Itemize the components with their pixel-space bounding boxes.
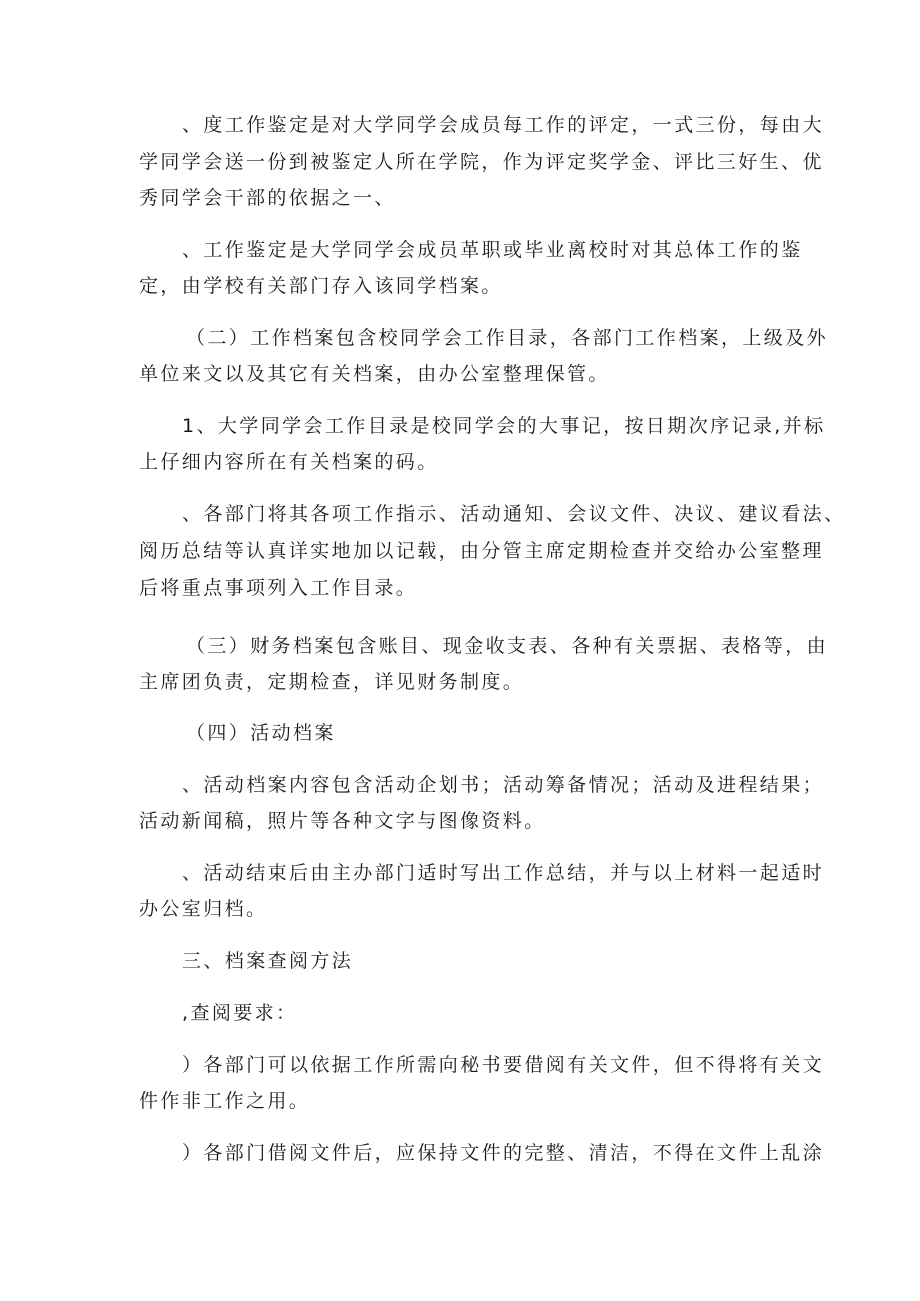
paragraph-line: 后将重点事项列入工作目录。 — [139, 577, 418, 599]
paragraph-line: ）各部门可以依据工作所需向秘书要借阅有关文件，但不得将有关文 — [182, 1054, 825, 1076]
paragraph-line: 、工作鉴定是大学同学会成员革职或毕业离校时对其总体工作的鉴 — [182, 239, 803, 261]
paragraph-line: （二）工作档案包含校同学会工作目录，各部门工作档案，上级及外 — [186, 327, 829, 349]
paragraph-line: 单位来文以及其它有关档案，由办公室整理保管。 — [139, 363, 610, 385]
paragraph-line: 定，由学校有关部门存入该同学档案。 — [139, 275, 503, 297]
paragraph-line: ,查阅要求： — [182, 1002, 298, 1024]
paragraph-line: 件作非工作之用。 — [139, 1090, 311, 1112]
paragraph-line: （三）财务档案包含账目、现金收支表、各种有关票据、表格等，由 — [186, 635, 829, 657]
paragraph-line: 活动新闻稿，照片等各种文字与图像资料。 — [139, 810, 546, 832]
paragraph-line: 、度工作鉴定是对大学同学会成员每工作的评定，一式三份，每由大 — [182, 114, 825, 136]
paragraph-line: 阅历总结等认真详实地加以记载，由分管主席定期检查并交给办公室整理 — [139, 540, 824, 562]
paragraph-line: 办公室归档。 — [139, 898, 268, 920]
paragraph-line: 、各部门将其各项工作指示、活动通知、会议文件、决议、建议看法、 — [182, 503, 846, 525]
paragraph-line: 秀同学会干部的依据之一、 — [139, 187, 396, 209]
paragraph-line: 主席团负责，定期检查，详见财务制度。 — [139, 671, 525, 693]
paragraph-line: 学同学会送一份到被鉴定人所在学院，作为评定奖学金、评比三好生、优 — [139, 151, 824, 173]
paragraph-line: 1、大学同学会工作目录是校同学会的大事记，按日期次序记录,并标 — [182, 415, 826, 437]
paragraph-line: 上仔细内容所在有关档案的码。 — [139, 451, 439, 473]
paragraph-line: 、活动结束后由主办部门适时写出工作总结，并与以上材料一起适时 — [182, 862, 825, 884]
section-heading: 三、档案查阅方法 — [182, 950, 354, 972]
paragraph-line: ）各部门借阅文件后，应保持文件的完整、清洁，不得在文件上乱涂 — [182, 1142, 825, 1164]
section-heading: （四）活动档案 — [186, 722, 336, 744]
paragraph-line: 、活动档案内容包含活动企划书；活动筹备情况；活动及进程结果； — [182, 774, 825, 796]
